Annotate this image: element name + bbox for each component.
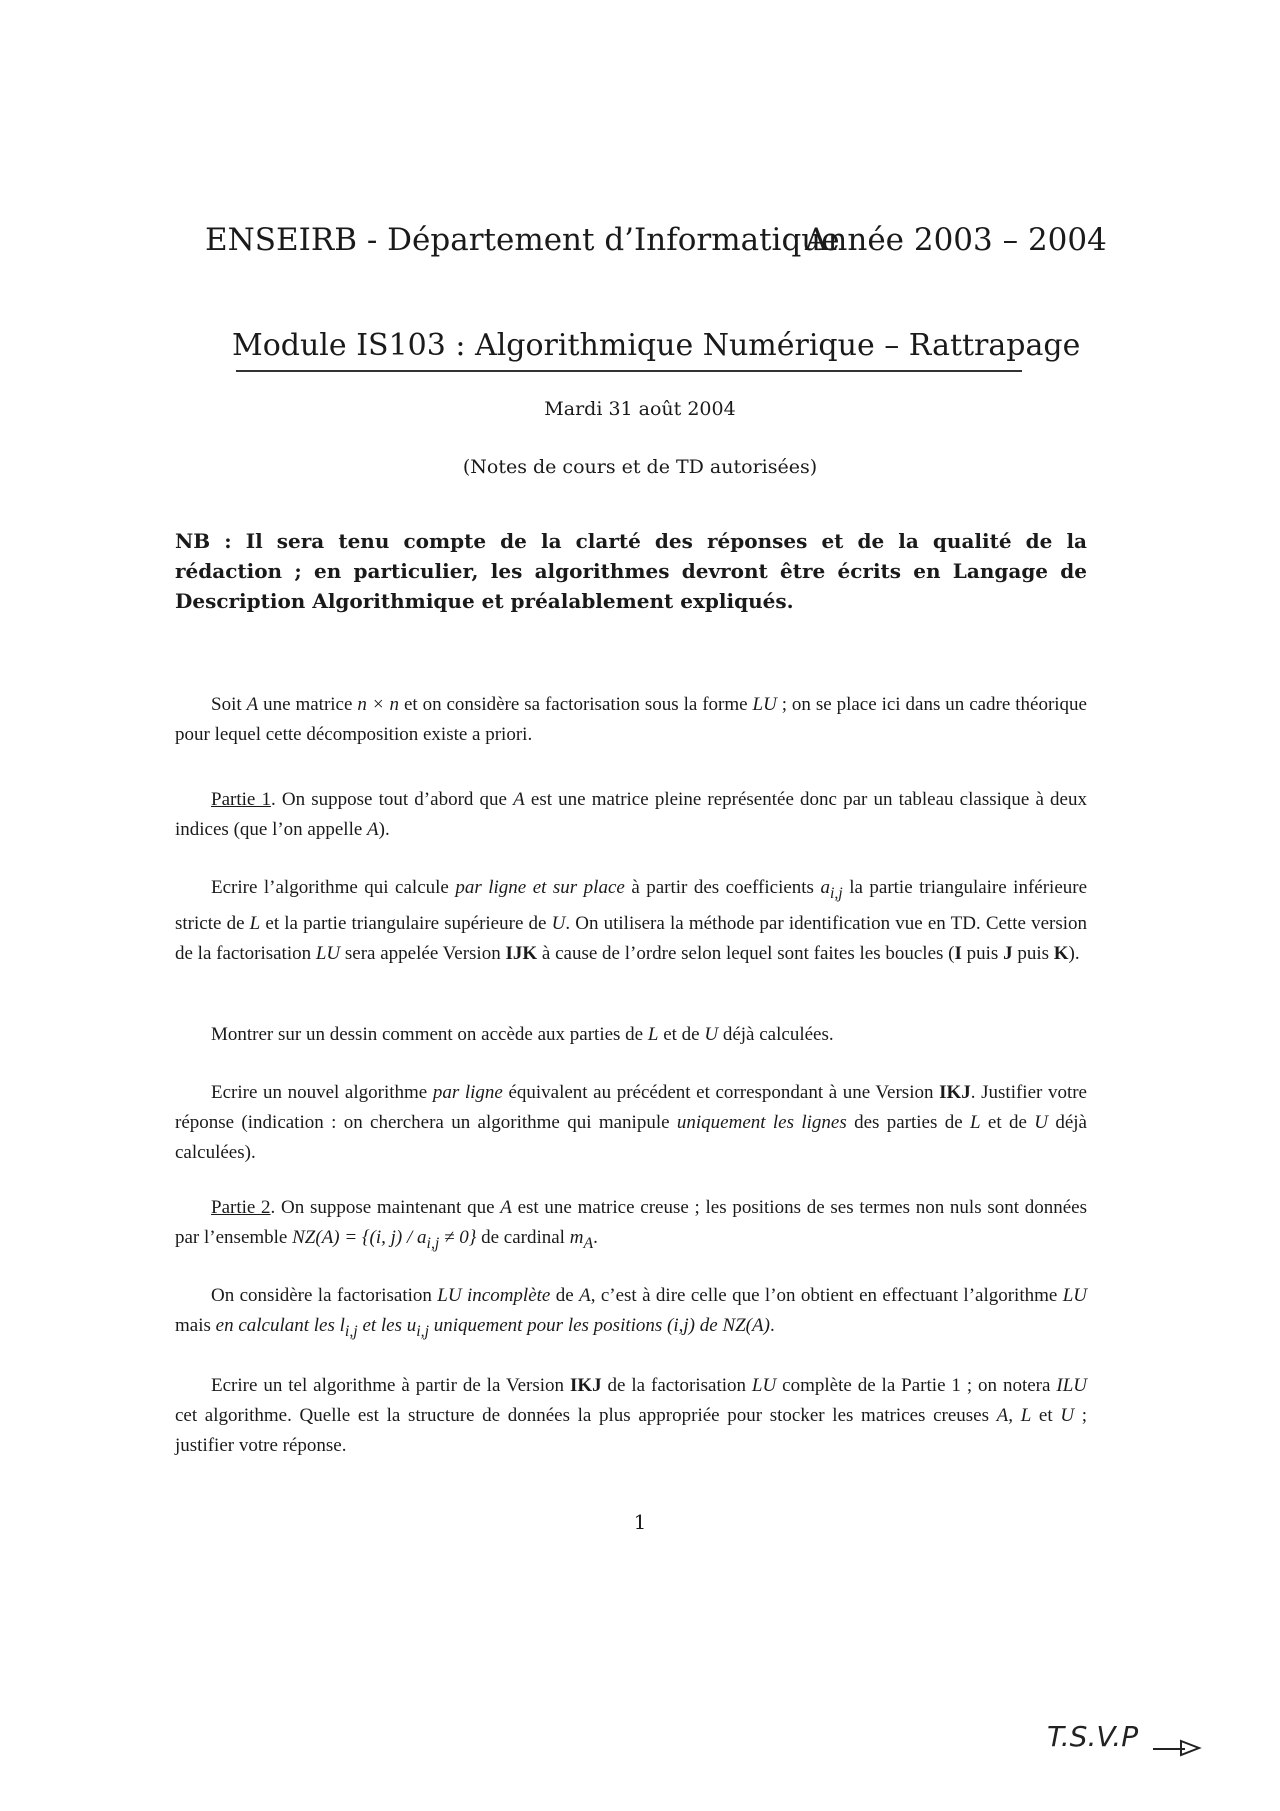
partie2-intro: Partie 2. On suppose maintenant que A est une matrice creuse ; les positions de ses termes non nuls sont données par l’ensemble NZ(A) = {(i, $j) / a_{i,j} \ne 0$} de cardinal $m_A$. (175, 1197, 1087, 1252)
nb-paragraph: NB : Il sera tenu compte de la clarté des réponses et de la qualité de la rédaction ; en particulier, les algorithmes devront être écrits en Langage de Description Algorithmique et préalablement expliqués. (175, 529, 1087, 613)
handwritten-tsvp-arrow-icon (1045, 1714, 1205, 1764)
partie2-ilu-question: Ecrire un tel algorithme à partir de la Version IKJ de la factorisation LU complète de la Partie 1 ; on notera ILU cet algorithme. Quelle est la structure de données la plus appropriée pour stocker les matrices creuses A, L et U ; justifier votre réponse. (175, 1375, 1087, 1456)
allowed-notes: (Notes de cours et de TD autorisées) (462, 456, 818, 478)
intro-paragraph: Soit A une matrice n × n et on considère sa factorisation sous la forme LU ; on se place ici dans un cadre théorique pour lequel cette décomposition existe a priori. (175, 694, 1087, 745)
partie1-label: Partie 1 (211, 789, 271, 810)
academic-year: Année 2003 – 2004 (805, 222, 1107, 258)
exam-date: Mardi 31 août 2004 (544, 398, 736, 420)
institution: ENSEIRB - Département d’Informatique (205, 222, 840, 258)
title-underline (236, 370, 1022, 372)
partie1-intro: Partie 1. On suppose tout d’abord que A est une matrice pleine représentée donc par un tableau classique à deux indices (que l’on appelle A). (175, 789, 1087, 840)
partie1-question-ikj: Ecrire un nouvel algorithme par ligne équivalent au précédent et correspondant à une Version IKJ. Justifier votre réponse (indication : on cherchera un algorithme qui manipule uniquement les lignes des parties de L et de U déjà calculées). (175, 1082, 1087, 1163)
header (205, 222, 1107, 258)
page-number: 1 (633, 1510, 647, 1534)
partie1-question-drawing: Montrer sur un dessin comment on accède aux parties de L et de U déjà calculées. (211, 1024, 834, 1045)
partie2-label: Partie 2 (211, 1197, 271, 1218)
partie2-incomplete-lu: On considère la factorisation LU incomplète de A, c’est à dire celle que l’on obtient en effectuant l’algorithme LU mais en calculant les $l_{i,j}$ et les $u_{i,j}$ uniquement pour les positions (i,j) de NZ(A). (175, 1285, 1088, 1340)
handwritten-tsvp: T.S.V.P (1047, 1720, 1139, 1753)
page-title: Module IS103 : Algorithmique Numérique – Rattrapage (232, 328, 1081, 363)
partie1-question-ijk: Ecrire l’algorithme qui calcule par ligne et sur place à partir des coefficients $a_{i,j}$ la partie triangulaire inférieure stricte de L et la partie triangulaire supérieure de U. On utilisera la méthode par identification vue en TD. Cette version de la factorisation LU sera appelée Version IJK à cause de l’ordre selon lequel sont faites les boucles (I puis J puis K). (175, 877, 1088, 964)
